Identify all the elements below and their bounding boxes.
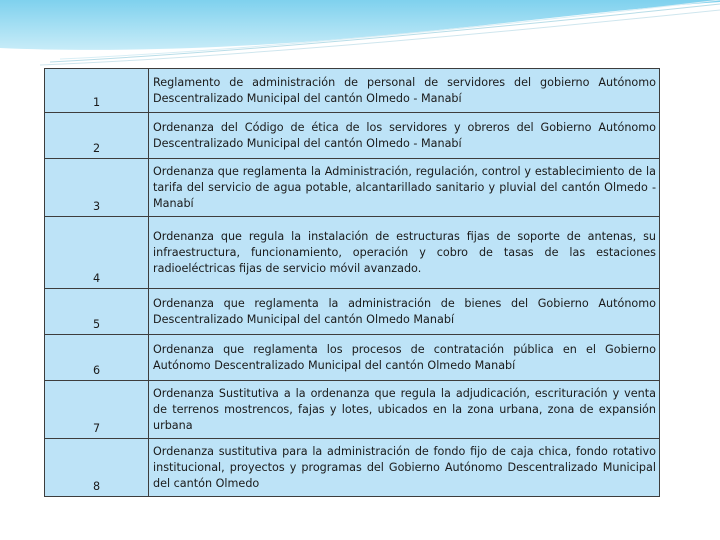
row-number: 3	[45, 159, 149, 217]
row-number: 2	[45, 113, 149, 159]
row-description: Reglamento de administración de personal de servidores del gobierno Autónomo Descentralizado Municipal del cantón Olmedo - Manabí	[149, 69, 660, 113]
table-row	[45, 289, 660, 335]
row-number: 5	[45, 289, 149, 335]
table-row	[45, 381, 660, 439]
table-row	[45, 217, 660, 289]
row-number: 8	[45, 439, 149, 497]
table-row	[45, 113, 660, 159]
row-number: 1	[45, 69, 149, 113]
row-description: Ordenanza sustitutiva para la administración de fondo fijo de caja chica, fondo rotativo institucional, proyectos y programas del Gobierno Autónomo Descentralizado Municipal del cantón Olmedo	[149, 439, 660, 497]
row-number: 4	[45, 217, 149, 289]
table-row	[45, 439, 660, 497]
row-description: Ordenanza que reglamenta los procesos de contratación pública en el Gobierno Autónomo Descentralizado Municipal del cantón Olmedo Manabí	[149, 335, 660, 381]
row-description: Ordenanza Sustitutiva a la ordenanza que regula la adjudicación, escrituración y venta de terrenos mostrencos, fajas y lotes, ubicados en la zona urbana, zona de expansión urbana	[149, 381, 660, 439]
ordinances-table	[44, 68, 660, 497]
table-row	[45, 335, 660, 381]
table-row	[45, 159, 660, 217]
header-wave-decoration	[0, 0, 720, 70]
header-wave-fill	[0, 0, 720, 50]
row-number: 6	[45, 335, 149, 381]
row-description: Ordenanza del Código de ética de los servidores y obreros del Gobierno Autónomo Descentralizado Municipal del cantón Olmedo - Manabí	[149, 113, 660, 159]
row-description: Ordenanza que regula la instalación de estructuras fijas de soporte de antenas, su infraestructura, funcionamiento, operación y cobro de tasas de las estaciones radioeléctricas fijas de servicio móvil avanzado.	[149, 217, 660, 289]
row-description: Ordenanza que reglamenta la Administración, regulación, control y establecimiento de la tarifa del servicio de agua potable, alcantarillado sanitario y pluvial del cantón Olmedo - Manabí	[149, 159, 660, 217]
row-description: Ordenanza que reglamenta la administración de bienes del Gobierno Autónomo Descentralizado Municipal del cantón Olmedo Manabí	[149, 289, 660, 335]
row-number: 7	[45, 381, 149, 439]
table-row	[45, 69, 660, 113]
